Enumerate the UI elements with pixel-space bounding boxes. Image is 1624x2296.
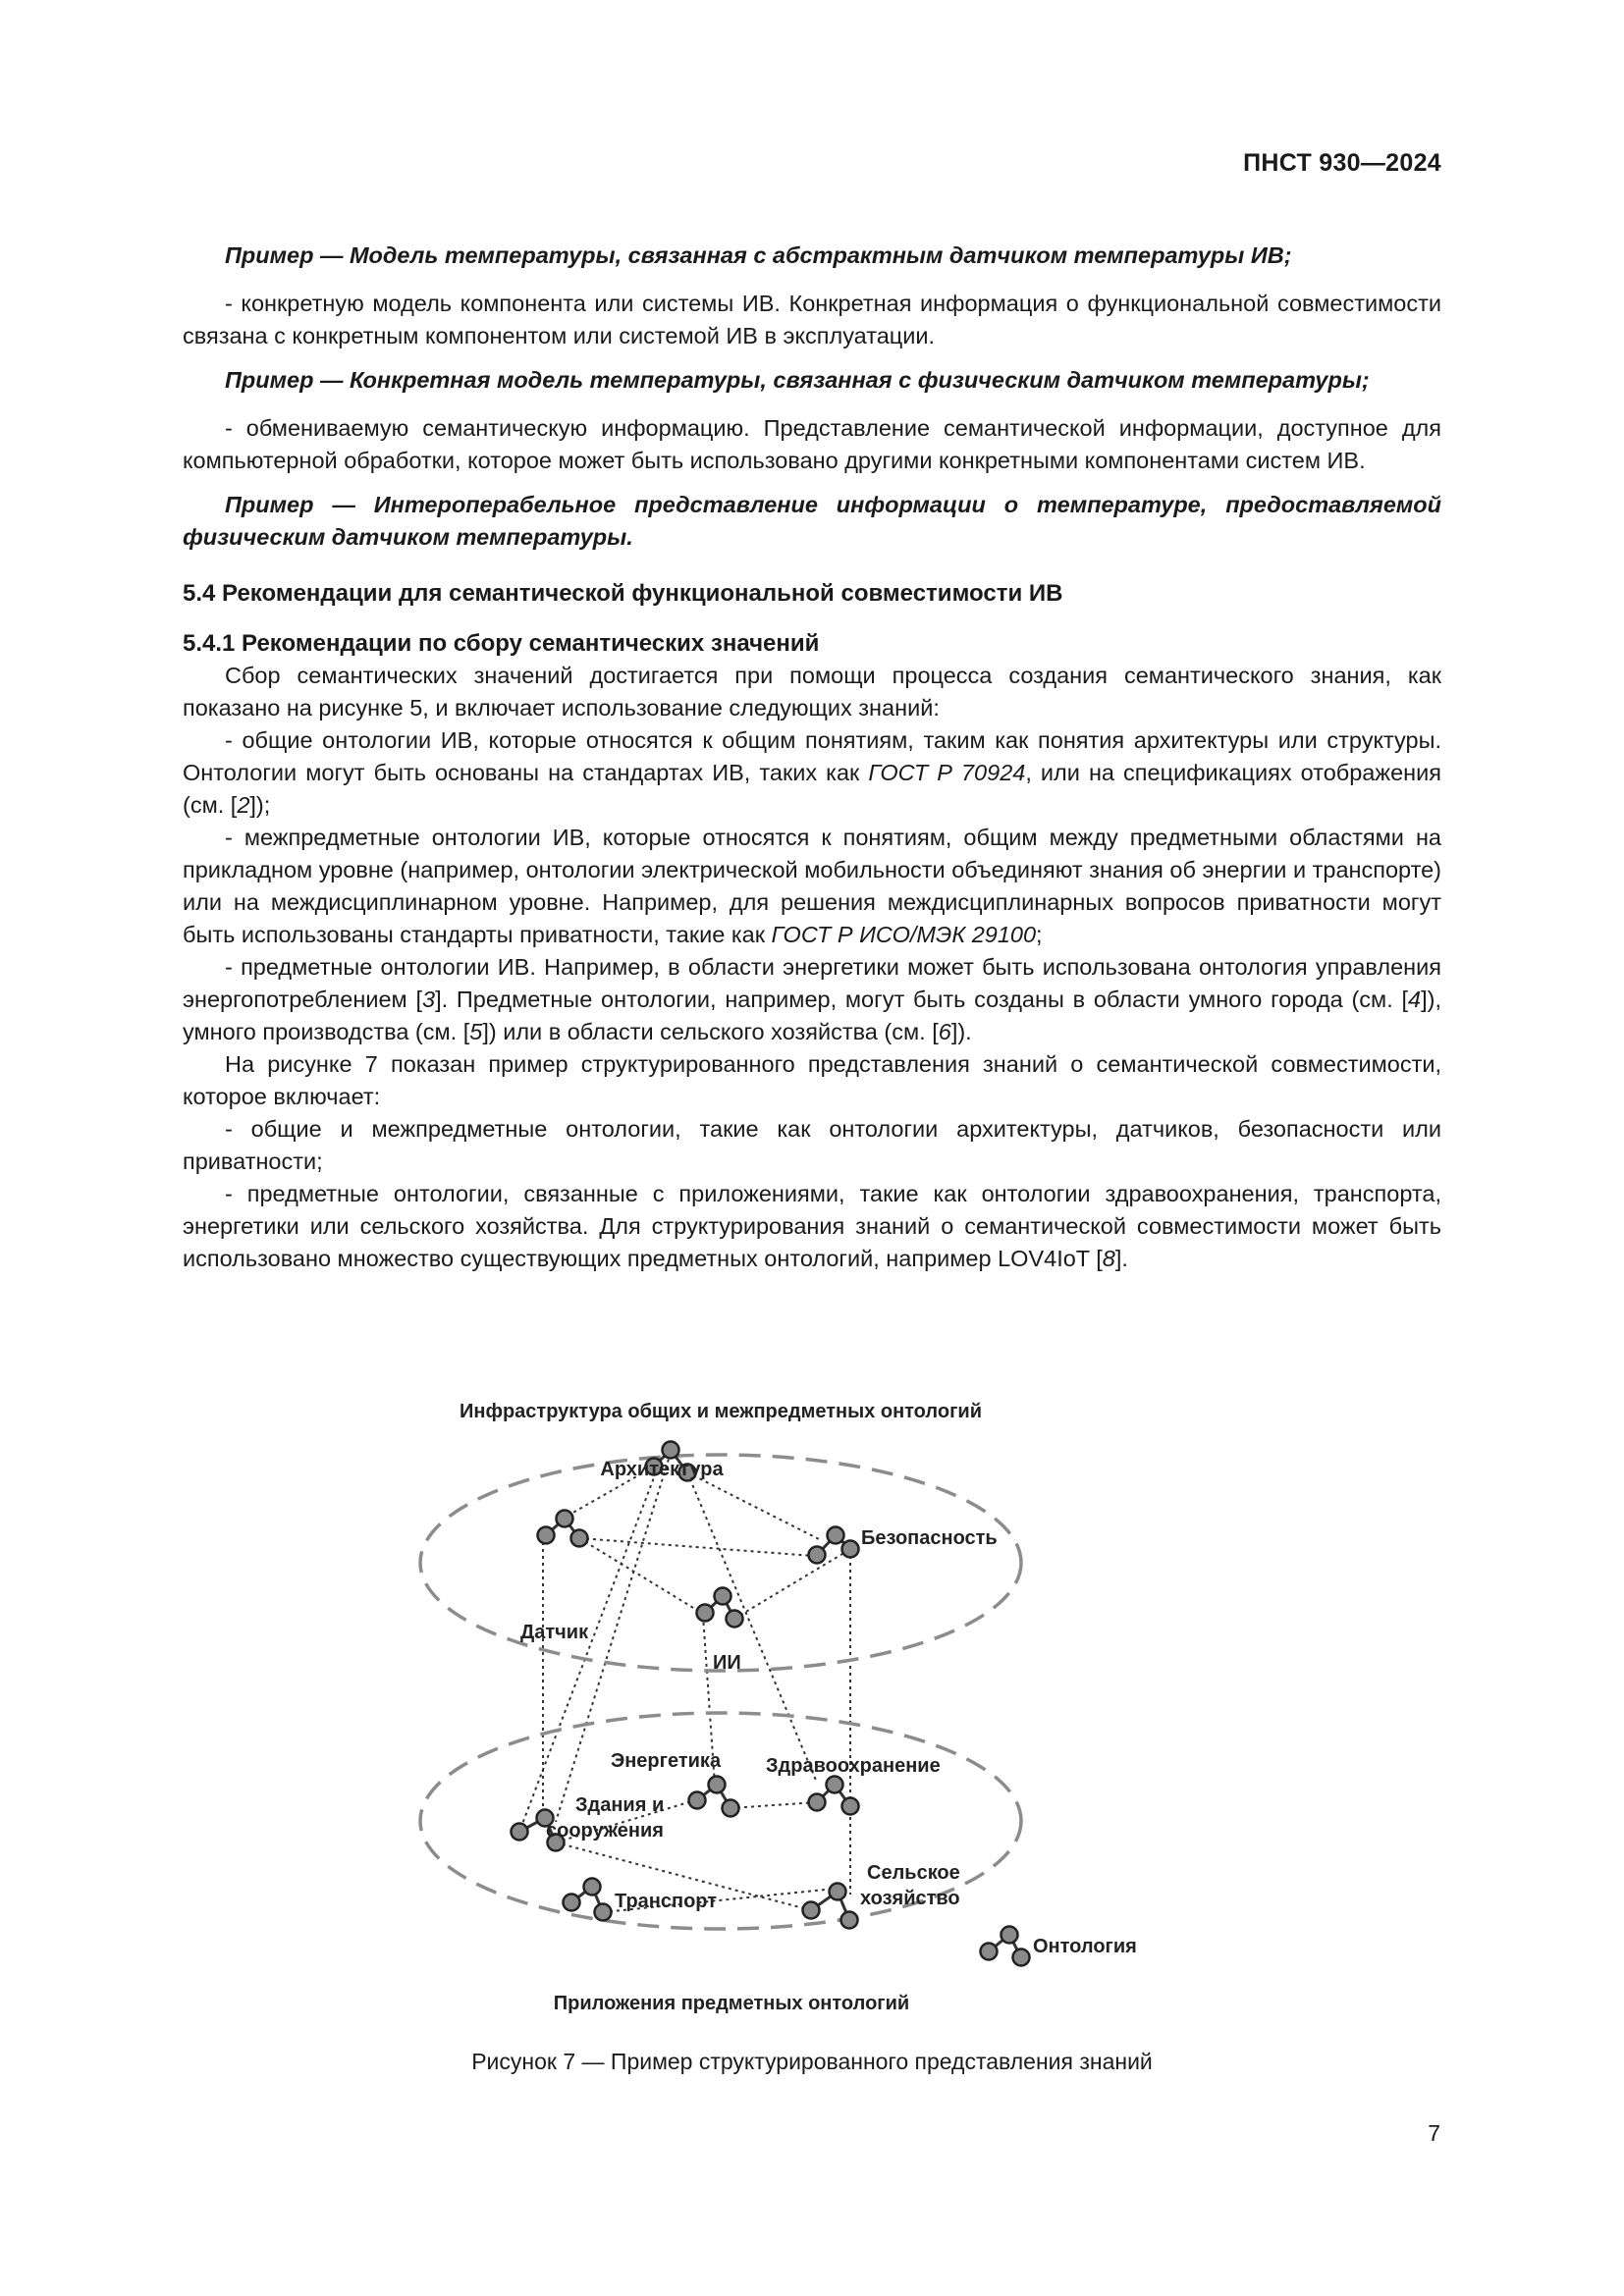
bibliography-reference: 2 xyxy=(237,792,250,818)
dotted-relation-line xyxy=(734,1554,842,1619)
ontology-node xyxy=(697,1605,714,1622)
label-buildings-2: сооружения xyxy=(546,1820,664,1842)
paragraph-text: ]. xyxy=(1114,1246,1128,1271)
label-buildings: Здания и xyxy=(575,1794,665,1816)
paragraph-text: - предметные онтологии ИВ. Например, в области энергетики может быть использована онтология управления энергопотреблением [ xyxy=(183,954,1441,1012)
standard-reference: ГОСТ Р ИСО/МЭК 29100 xyxy=(771,922,1037,947)
ontology-node xyxy=(809,1547,826,1564)
paragraph: - конкретную модель компонента или системы ИВ. Конкретная информация о функциональной совместимости связана с конкретным компонентом или системой ИВ в эксплуатации. xyxy=(183,291,1441,348)
legend-ontology-label: Онтология xyxy=(1033,1936,1137,1957)
label-transport: Транспорт xyxy=(615,1891,718,1912)
paragraph-text: , или на спецификациях отображения (см. [ xyxy=(183,760,1441,818)
lower-ontology-title: Приложения предметных онтологий xyxy=(553,1993,910,2014)
ontology-node xyxy=(512,1824,528,1841)
label-ai: ИИ xyxy=(713,1652,741,1674)
dotted-relation-line xyxy=(731,1802,817,1808)
paragraph-text: ]. Предметные онтологии, например, могут быть созданы в области умного города (см. [ xyxy=(435,987,1409,1012)
label-healthcare: Здравоохранение xyxy=(766,1755,941,1777)
ontology-node xyxy=(809,1794,826,1811)
bibliography-reference: 5 xyxy=(469,1019,483,1044)
paragraph-text: - предметные онтологии, связанные с приложениями, такие как онтологии здравоохранения, транспорта, энергетики или сельского хозяйства. Для структурирования знаний о семантической совместимости может быть использовано множество существующих предметных онтологий, например LOV4IoT [ xyxy=(183,1181,1441,1271)
ontology-node xyxy=(828,1527,844,1544)
ontology-node xyxy=(595,1904,612,1921)
upper-ontology-title: Инфраструктура общих и межпредметных онтологий xyxy=(460,1401,982,1422)
ontology-node xyxy=(538,1527,555,1544)
standard-reference: ГОСТ Р 70924 xyxy=(868,760,1026,785)
paragraph: Сбор семантических значений достигается при помощи процесса создания семантического знания, как показано на рисунке 5, и включает использование следующих знаний: xyxy=(183,663,1441,721)
paragraph: На рисунке 7 показан пример структурированного представления знаний о семантической совместимости, которое включает: xyxy=(183,1051,1441,1109)
paragraph: - обмениваемую семантическую информацию. Представление семантической информации, доступное для компьютерной обработки, которое может быть использовано другими конкретными компонентами систем ИВ. xyxy=(183,415,1441,473)
paragraph-text: ]); xyxy=(249,792,271,818)
example-text: Пример — Модель температуры, связанная с абстрактным датчиком температуры ИВ; xyxy=(225,242,1292,268)
ontology-node xyxy=(842,1798,859,1815)
ontology-node xyxy=(663,1442,679,1459)
dotted-relation-line xyxy=(579,1538,703,1614)
paragraph-text: - межпредметные онтологии ИВ, которые относятся к понятиям, общим между предметными областями на прикладном уровне (например, онтологии электрической мобильности объединяют знания об энергии и транспорте) или на междисциплинарном уровне. Например, для решения междисциплинарных вопросов приватности могут быть использованы стандарты приватности, такие как xyxy=(183,825,1441,947)
section-heading: 5.4 Рекомендации для семантической функциональной совместимости ИВ xyxy=(183,580,1063,607)
figure-caption: Рисунок 7 — Пример структурированного представления знаний xyxy=(471,2049,1153,2074)
label-security: Безопасность xyxy=(861,1527,998,1549)
ontology-node xyxy=(557,1511,573,1527)
example-text: Пример — Интероперабельное представление информации о температуре, предоставляемой физическим датчиком температуры. xyxy=(183,492,1441,550)
paragraph-text: ]), умного производства (см. [ xyxy=(183,987,1441,1044)
paragraph-text: ]). xyxy=(950,1019,972,1044)
paragraph: - общие и межпредметные онтологии, такие как онтологии архитектуры, датчиков, безопасности или приватности; xyxy=(183,1116,1441,1174)
dotted-relation-line xyxy=(519,1472,656,1832)
bibliography-reference: 8 xyxy=(1102,1246,1115,1271)
ontology-node xyxy=(689,1792,706,1809)
ontology-node xyxy=(803,1902,820,1919)
label-architecture: Архитектура xyxy=(600,1459,724,1480)
bibliography-reference: 3 xyxy=(421,987,436,1012)
ontology-node xyxy=(842,1541,859,1558)
page-number: 7 xyxy=(1428,2120,1440,2146)
dotted-relation-line xyxy=(687,1472,821,1540)
bibliography-reference: 4 xyxy=(1408,987,1422,1012)
ontology-node xyxy=(830,1884,846,1900)
subsection-heading: 5.4.1 Рекомендации по сбору семантических значений xyxy=(183,630,820,657)
ontology-node xyxy=(584,1879,601,1896)
label-sensor: Датчик xyxy=(520,1622,589,1643)
upper-ontology-ellipse xyxy=(420,1455,1021,1671)
dotted-relation-line xyxy=(579,1538,813,1556)
paragraph-text: ; xyxy=(1036,922,1043,947)
ontology-node xyxy=(709,1777,726,1793)
example-text: Пример — Конкретная модель температуры, связанная с физическим датчиком температуры; xyxy=(225,367,1370,393)
ontology-node xyxy=(723,1800,739,1817)
bibliography-reference: 6 xyxy=(938,1019,951,1044)
label-energy: Энергетика xyxy=(611,1750,722,1772)
ontology-node xyxy=(571,1530,588,1547)
ontology-node xyxy=(841,1912,858,1929)
paragraph-text: - общие онтологии ИВ, которые относятся к общим понятиям, таким как понятия архитектуры или структуры. Онтологии могут быть основаны на стандартах ИВ, таких как xyxy=(183,727,1441,785)
ontology-node xyxy=(715,1588,731,1605)
legend-node xyxy=(1013,1949,1030,1966)
document-id: ПНСТ 930—2024 xyxy=(1243,149,1441,177)
dotted-relation-line xyxy=(687,1472,817,1783)
label-agriculture-2: хозяйство xyxy=(860,1888,960,1909)
legend-node xyxy=(1001,1927,1018,1944)
paragraph-text: ]) или в области сельского хозяйства (см. [ xyxy=(482,1019,939,1044)
legend-node xyxy=(981,1944,998,1960)
ontology-node xyxy=(727,1611,743,1628)
label-agriculture: Сельское xyxy=(867,1862,960,1884)
ontology-node xyxy=(827,1777,843,1793)
ontology-node xyxy=(564,1895,580,1911)
